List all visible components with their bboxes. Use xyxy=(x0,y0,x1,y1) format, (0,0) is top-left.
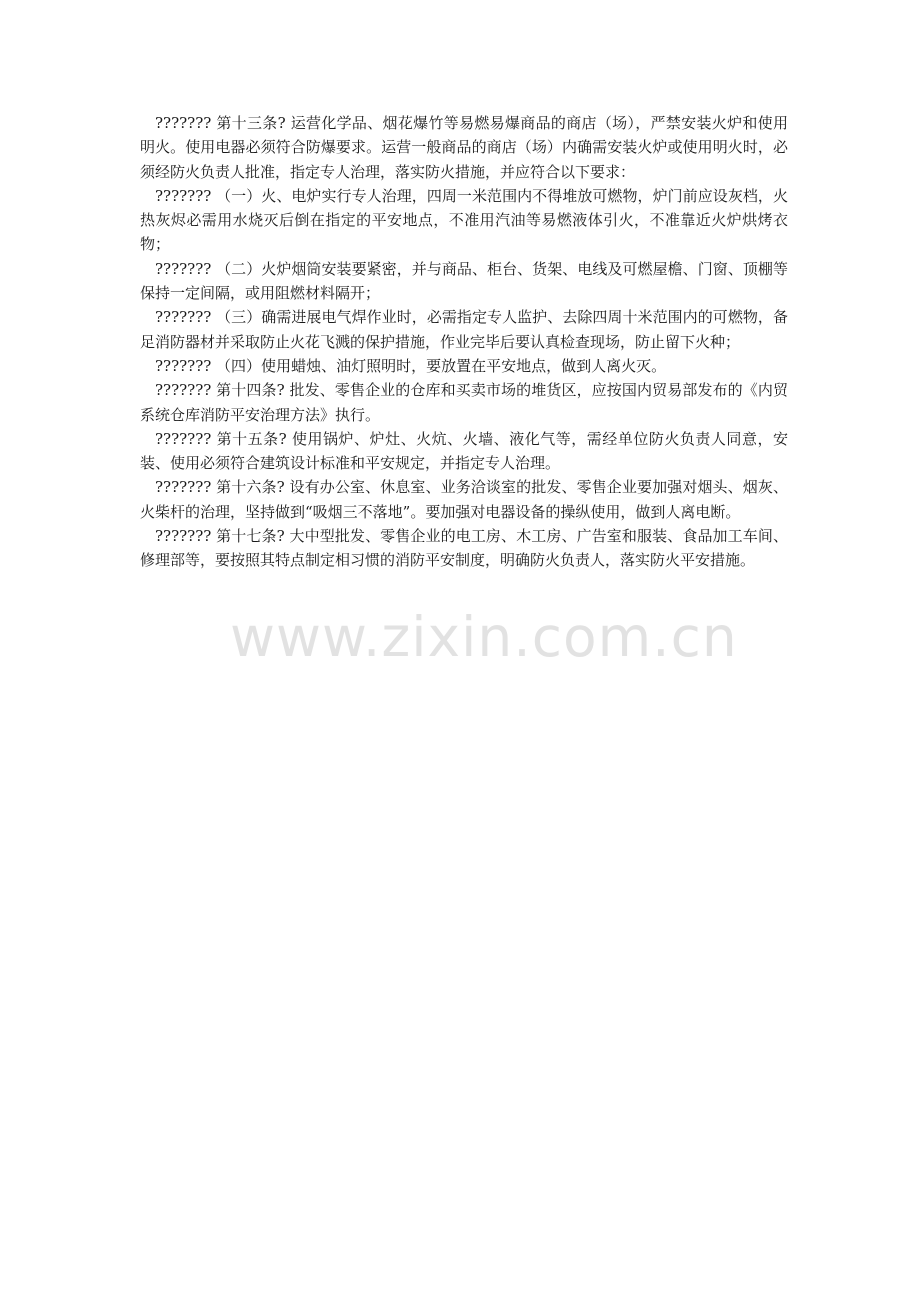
article-13-item-3-paragraph: ??????? （三）确需进展电气焊作业时，必需指定专人监护、去除四周十米范围内的可燃物，备足消防器材并采取防止火花飞溅的保护措施，作业完毕后要认真检查现场，防止留下火种； xyxy=(140,308,788,351)
article-13-item-1-paragraph: ??????? （一）火、电炉实行专人治理，四周一米范围内不得堆放可燃物，炉门前应设灰档，火热灰烬必需用水烧灭后倒在指定的平安地点，不准用汽油等易燃液体引火，不准靠近火炉烘烤衣物； xyxy=(140,186,788,254)
article-13-item-4-paragraph: ??????? （四）使用蜡烛、油灯照明时，要放置在平安地点，做到人离火灭。 xyxy=(155,356,667,375)
article-13-item-2-paragraph: ??????? （二）火炉烟筒安装要紧密，并与商品、柜台、货架、电线及可燃屋檐、门窗、顶棚等保持一定间隔，或用阻燃材料隔开； xyxy=(140,259,788,303)
article-14-paragraph: ??????? 第十四条? 批发、零售企业的仓库和买卖市场的堆货区，应按国内贸易部发布的《内贸系统仓库消防平安治理方法》执行。 xyxy=(140,381,788,424)
article-13-paragraph: ??????? 第十三条? 运营化学品、烟花爆竹等易燃易爆商品的商店（场），严禁安装火炉和使用明火。使用电器必须符合防爆要求。运营一般商品的商店（场）内确需安装火炉或使用明火时，必须经防火负责人批准，指定专人治理，落实防火措施，并应符合以下要求： xyxy=(140,114,788,181)
document-body xyxy=(140,111,788,573)
article-15-paragraph: ??????? 第十五条? 使用锅炉、炉灶、火炕、火墙、液化气等，需经单位防火负责人同意，安装、使用必须符合建筑设计标准和平安规定，并指定专人治理。 xyxy=(140,429,788,473)
article-17-paragraph: ??????? 第十七条? 大中型批发、零售企业的电工房、木工房、广告室和服装、食品加工车间、修理部等，要按照其特点制定相习惯的消防平安制度，明确防火负责人，落实防火平安措施。 xyxy=(140,527,788,570)
watermark-text: www.zixin.com.cn xyxy=(230,605,738,669)
article-16-paragraph: ??????? 第十六条? 设有办公室、休息室、业务洽谈室的批发、零售企业要加强对烟头、烟灰、火柴杆的治理，坚持做到“吸烟三不落地”。要加强对电器设备的操纵使用，做到人离电断。 xyxy=(140,478,788,521)
